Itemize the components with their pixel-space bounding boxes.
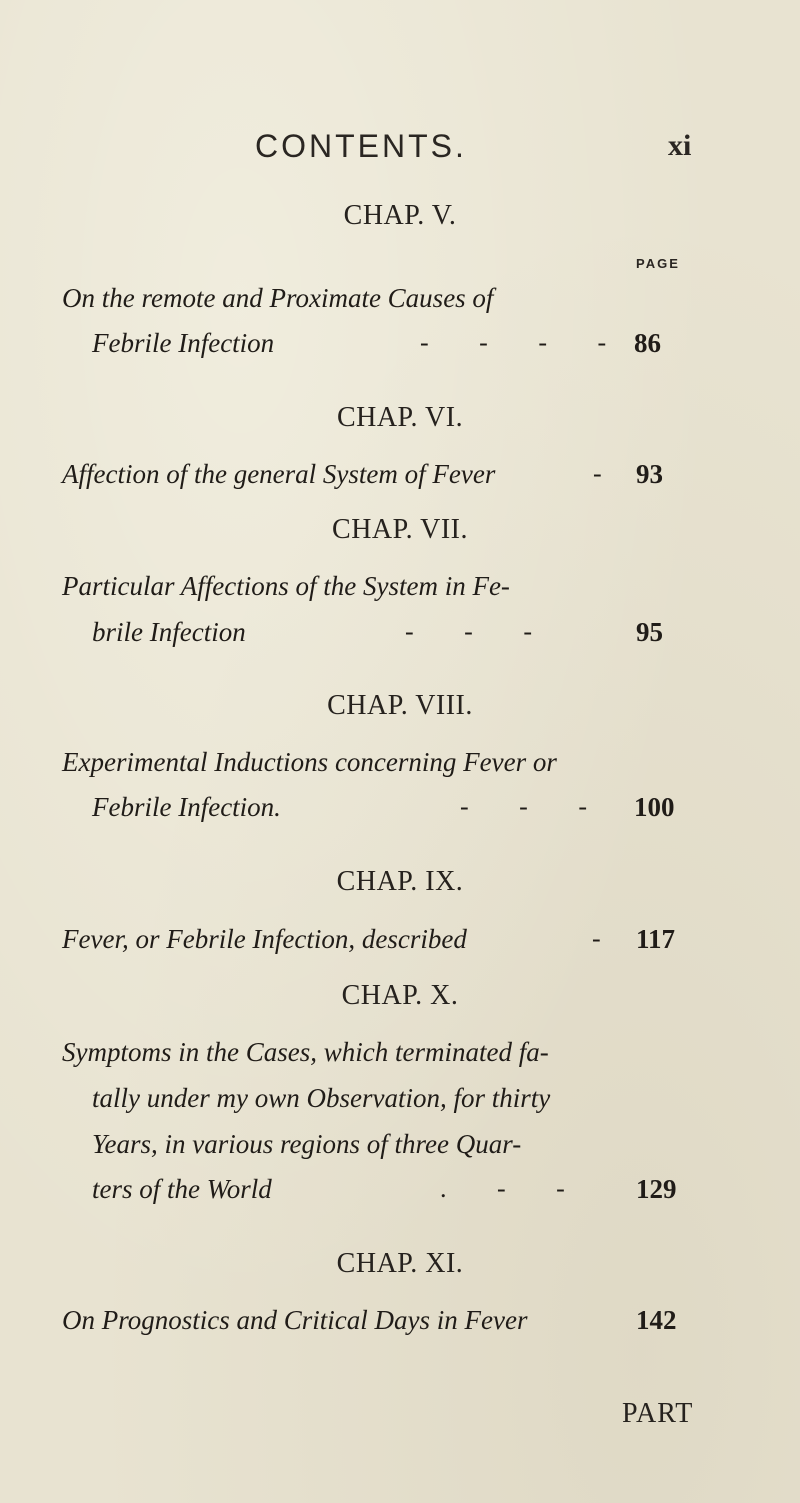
- page-number: 95: [636, 617, 663, 647]
- chapter-title-line: On Prognostics and Critical Days in Fever: [62, 1305, 528, 1335]
- chapter-title-line: Febrile Infection: [92, 328, 275, 358]
- dot-leaders: - - -: [460, 792, 609, 821]
- chapter-heading: CHAP. VIII.: [327, 690, 473, 721]
- chapter-heading: CHAP. VII.: [332, 514, 468, 545]
- chapter-title-line: Affection of the general System of Fever: [62, 459, 496, 489]
- running-head: [0, 128, 800, 168]
- page-number: 142: [636, 1305, 677, 1335]
- page-number: 86: [634, 328, 661, 358]
- running-head-title: CONTENTS.: [255, 128, 467, 164]
- chapter-title-line: ters of the World: [92, 1174, 272, 1204]
- dot-leaders: . - -: [440, 1174, 587, 1203]
- chapter-title-line: tally under my own Observation, for thirty: [92, 1083, 551, 1113]
- page-number: 93: [636, 459, 663, 489]
- chapter-title-line: Symptoms in the Cases, which terminated fa-: [62, 1037, 549, 1067]
- chapter-title-line: Particular Affections of the System in Fe-: [62, 571, 510, 601]
- dot-leaders: -: [592, 924, 623, 953]
- dot-leaders: - - -: [405, 617, 554, 646]
- chapter-heading: CHAP. XI.: [336, 1248, 464, 1279]
- chapter-title-line: brile Infection: [92, 617, 246, 647]
- chapter-heading: CHAP. IX.: [336, 866, 464, 897]
- chapter-title-line: On the remote and Proximate Causes of: [62, 283, 494, 313]
- catchword: PART: [622, 1398, 694, 1429]
- page-number: 129: [636, 1174, 677, 1204]
- page-folio: xi: [668, 129, 692, 162]
- chapter-title-line: Fever, or Febrile Infection, described: [62, 924, 467, 954]
- page-number: 117: [636, 924, 676, 954]
- chapter-title-line: Febrile Infection.: [92, 792, 281, 822]
- dot-leaders: -: [593, 459, 624, 488]
- chapter-title-line: Experimental Inductions concerning Fever or: [62, 747, 557, 777]
- dot-leaders: - - - -: [420, 328, 629, 357]
- chapter-heading: CHAP. VI.: [336, 402, 464, 433]
- chapter-heading: CHAP. X.: [341, 980, 459, 1011]
- page-number: 100: [634, 792, 675, 822]
- chapter-title-line: Years, in various regions of three Quar-: [92, 1129, 522, 1159]
- page-column-label: PAGE: [636, 256, 680, 271]
- chapter-heading: CHAP. V.: [343, 200, 457, 231]
